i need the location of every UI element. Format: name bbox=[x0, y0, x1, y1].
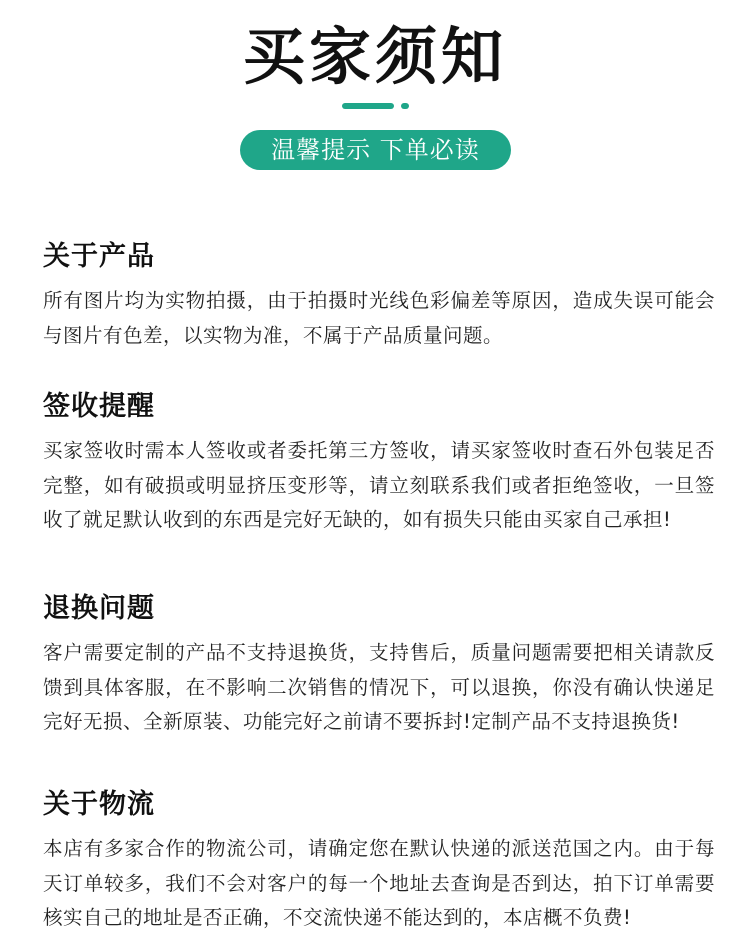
title-underline-bar bbox=[342, 103, 394, 109]
section-heading: 签收提醒 bbox=[43, 391, 155, 422]
section-heading: 退换问题 bbox=[43, 593, 155, 624]
section-delivery-receipt bbox=[43, 390, 715, 538]
notice-badge: 温馨提示 下单必读 bbox=[240, 130, 511, 170]
page-title: 买家须知 bbox=[242, 20, 507, 93]
section-body: 客户需要定制的产品不支持退换货，支持售后，质量问题需要把相关请款反馈到具体客服，在不影响二次销售的情况下，可以退换，你没有确认快递足完好无损、全新原装、功能完好之前请不要拆封!定制产品不支持退换货! bbox=[43, 641, 715, 733]
section-body: 买家签收时需本人签收或者委托第三方签收，请买家签收时查石外包装足否完整，如有破损或明显挤压变形等，请立刻联系我们或者拒绝签收，一旦签收了就足默认收到的东西是完好无缺的，如有损失只能由买家自己承担! bbox=[43, 439, 715, 531]
section-body: 本店有多家合作的物流公司，请确定您在默认快递的派送范国之内。由于每天订单较多，我们不会对客户的每一个地址去查询是否到达，拍下订单需要核实自己的地址是否正确，不交流快递不能达到的，本店概不负费! bbox=[43, 837, 715, 929]
section-heading: 关于物流 bbox=[43, 789, 155, 820]
section-product bbox=[43, 240, 715, 353]
section-logistics bbox=[43, 788, 715, 936]
title-underline-dot bbox=[401, 103, 409, 109]
section-body: 所有图片均为实物拍摄，由于拍摄时光线色彩偏差等原因，造成失误可能会与图片有色差，以实物为准，不属于产品质量问题。 bbox=[43, 289, 715, 347]
section-heading: 关于产品 bbox=[43, 241, 155, 272]
section-returns bbox=[43, 592, 715, 740]
